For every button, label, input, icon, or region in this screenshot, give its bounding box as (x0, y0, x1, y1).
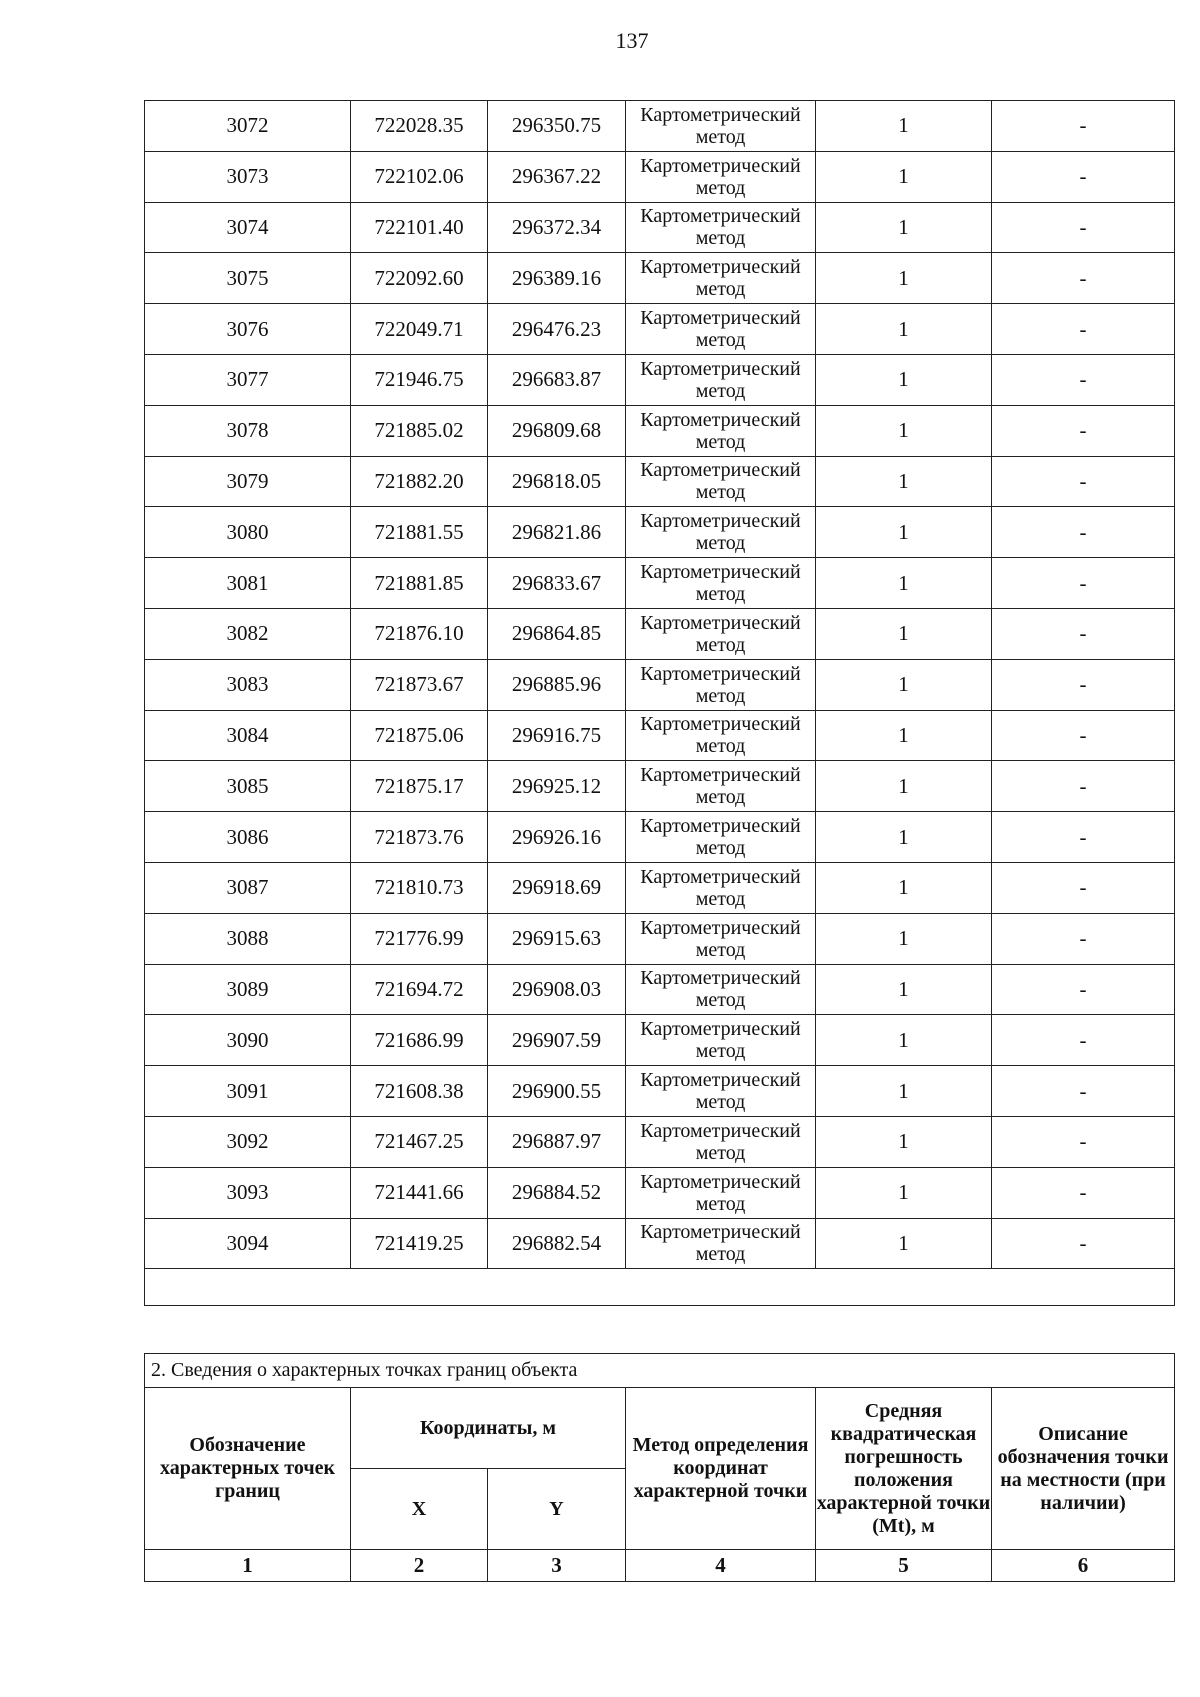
table-row (145, 558, 1175, 609)
y-coordinate-cell: 296389.16 (488, 253, 626, 304)
point-id-cell: 3076 (145, 304, 351, 355)
y-coordinate-cell: 296372.34 (488, 202, 626, 253)
error-cell: 1 (816, 101, 992, 152)
point-id-cell: 3077 (145, 354, 351, 405)
description-cell: - (992, 456, 1175, 507)
error-cell: 1 (816, 710, 992, 761)
x-coordinate-cell: 721608.38 (351, 1066, 488, 1117)
point-id-cell: 3080 (145, 507, 351, 558)
y-coordinate-cell: 296884.52 (488, 1167, 626, 1218)
description-cell: - (992, 405, 1175, 456)
column-number: 1 (145, 1550, 351, 1582)
method-cell: Картометрический метод (626, 812, 816, 863)
header-coordinates: Координаты, м (351, 1388, 626, 1469)
y-coordinate-cell: 296864.85 (488, 608, 626, 659)
method-cell: Картометрический метод (626, 1116, 816, 1167)
x-coordinate-cell: 721875.06 (351, 710, 488, 761)
table-row (145, 507, 1175, 558)
method-cell: Картометрический метод (626, 659, 816, 710)
method-cell: Картометрический метод (626, 1218, 816, 1269)
description-cell: - (992, 659, 1175, 710)
table-row (145, 1218, 1175, 1269)
section-2-title: 2. Сведения о характерных точках границ объекта (145, 1354, 1175, 1388)
description-cell: - (992, 202, 1175, 253)
description-cell: - (992, 558, 1175, 609)
point-id-cell: 3078 (145, 405, 351, 456)
error-cell: 1 (816, 964, 992, 1015)
point-id-cell: 3094 (145, 1218, 351, 1269)
description-cell: - (992, 608, 1175, 659)
error-cell: 1 (816, 659, 992, 710)
column-number: 3 (488, 1550, 626, 1582)
column-number: 6 (992, 1550, 1175, 1582)
error-cell: 1 (816, 1218, 992, 1269)
y-coordinate-cell: 296925.12 (488, 761, 626, 812)
method-cell: Картометрический метод (626, 405, 816, 456)
method-cell: Картометрический метод (626, 608, 816, 659)
description-cell: - (992, 1066, 1175, 1117)
point-id-cell: 3072 (145, 101, 351, 152)
table-row (145, 1167, 1175, 1218)
error-cell: 1 (816, 253, 992, 304)
y-coordinate-cell: 296350.75 (488, 101, 626, 152)
y-coordinate-cell: 296367.22 (488, 151, 626, 202)
empty-cell (145, 1269, 1175, 1306)
table-row (145, 354, 1175, 405)
error-cell: 1 (816, 405, 992, 456)
point-id-cell: 3082 (145, 608, 351, 659)
table-row (145, 101, 1175, 152)
point-id-cell: 3081 (145, 558, 351, 609)
error-cell: 1 (816, 558, 992, 609)
error-cell: 1 (816, 1167, 992, 1218)
table-row (145, 202, 1175, 253)
table-row (145, 456, 1175, 507)
x-coordinate-cell: 721876.10 (351, 608, 488, 659)
point-id-cell: 3075 (145, 253, 351, 304)
table-row (145, 761, 1175, 812)
x-coordinate-cell: 722092.60 (351, 253, 488, 304)
y-coordinate-cell: 296833.67 (488, 558, 626, 609)
column-number: 2 (351, 1550, 488, 1582)
x-coordinate-cell: 721882.20 (351, 456, 488, 507)
error-cell: 1 (816, 1015, 992, 1066)
method-cell: Картометрический метод (626, 862, 816, 913)
method-cell: Картометрический метод (626, 456, 816, 507)
point-id-cell: 3088 (145, 913, 351, 964)
table-row (145, 812, 1175, 863)
method-cell: Картометрический метод (626, 253, 816, 304)
y-coordinate-cell: 296821.86 (488, 507, 626, 558)
method-cell: Картометрический метод (626, 761, 816, 812)
table-row (145, 710, 1175, 761)
table-row (145, 405, 1175, 456)
error-cell: 1 (816, 862, 992, 913)
method-cell: Картометрический метод (626, 354, 816, 405)
y-coordinate-cell: 296885.96 (488, 659, 626, 710)
y-coordinate-cell: 296887.97 (488, 1116, 626, 1167)
x-coordinate-cell: 722101.40 (351, 202, 488, 253)
y-coordinate-cell: 296683.87 (488, 354, 626, 405)
section-2-table (144, 1353, 1175, 1582)
description-cell: - (992, 151, 1175, 202)
error-cell: 1 (816, 608, 992, 659)
description-cell: - (992, 812, 1175, 863)
description-cell: - (992, 710, 1175, 761)
description-cell: - (992, 761, 1175, 812)
method-cell: Картометрический метод (626, 1066, 816, 1117)
point-id-cell: 3087 (145, 862, 351, 913)
method-cell: Картометрический метод (626, 964, 816, 1015)
point-id-cell: 3091 (145, 1066, 351, 1117)
error-cell: 1 (816, 304, 992, 355)
coordinates-table-body (145, 101, 1175, 1306)
header-error: Средняя квадратическая погрешность положения характерной точки (Mt), м (816, 1388, 992, 1550)
method-cell: Картометрический метод (626, 558, 816, 609)
y-coordinate-cell: 296916.75 (488, 710, 626, 761)
point-id-cell: 3073 (145, 151, 351, 202)
table-row (145, 659, 1175, 710)
x-coordinate-cell: 721885.02 (351, 405, 488, 456)
error-cell: 1 (816, 151, 992, 202)
x-coordinate-cell: 721694.72 (351, 964, 488, 1015)
header-x: X (351, 1469, 488, 1550)
header-point-designation: Обозначение характерных точек границ (145, 1388, 351, 1550)
point-id-cell: 3092 (145, 1116, 351, 1167)
description-cell: - (992, 101, 1175, 152)
point-id-cell: 3079 (145, 456, 351, 507)
table-row (145, 608, 1175, 659)
description-cell: - (992, 1116, 1175, 1167)
description-cell: - (992, 1218, 1175, 1269)
method-cell: Картометрический метод (626, 151, 816, 202)
table-row (145, 304, 1175, 355)
y-coordinate-cell: 296918.69 (488, 862, 626, 913)
method-cell: Картометрический метод (626, 1015, 816, 1066)
point-id-cell: 3090 (145, 1015, 351, 1066)
y-coordinate-cell: 296900.55 (488, 1066, 626, 1117)
error-cell: 1 (816, 202, 992, 253)
x-coordinate-cell: 722049.71 (351, 304, 488, 355)
y-coordinate-cell: 296926.16 (488, 812, 626, 863)
x-coordinate-cell: 721881.85 (351, 558, 488, 609)
description-cell: - (992, 507, 1175, 558)
point-id-cell: 3086 (145, 812, 351, 863)
method-cell: Картометрический метод (626, 101, 816, 152)
description-cell: - (992, 1015, 1175, 1066)
y-coordinate-cell: 296907.59 (488, 1015, 626, 1066)
table-row (145, 151, 1175, 202)
x-coordinate-cell: 721875.17 (351, 761, 488, 812)
description-cell: - (992, 862, 1175, 913)
error-cell: 1 (816, 1116, 992, 1167)
x-coordinate-cell: 721810.73 (351, 862, 488, 913)
error-cell: 1 (816, 456, 992, 507)
description-cell: - (992, 253, 1175, 304)
error-cell: 1 (816, 913, 992, 964)
x-coordinate-cell: 721881.55 (351, 507, 488, 558)
point-id-cell: 3074 (145, 202, 351, 253)
method-cell: Картометрический метод (626, 1167, 816, 1218)
y-coordinate-cell: 296915.63 (488, 913, 626, 964)
method-cell: Картометрический метод (626, 507, 816, 558)
column-number: 4 (626, 1550, 816, 1582)
error-cell: 1 (816, 761, 992, 812)
error-cell: 1 (816, 812, 992, 863)
x-coordinate-cell: 721946.75 (351, 354, 488, 405)
error-cell: 1 (816, 354, 992, 405)
description-cell: - (992, 964, 1175, 1015)
x-coordinate-cell: 722102.06 (351, 151, 488, 202)
table-row (145, 913, 1175, 964)
x-coordinate-cell: 721686.99 (351, 1015, 488, 1066)
description-cell: - (992, 913, 1175, 964)
table-row (145, 1066, 1175, 1117)
table-row (145, 253, 1175, 304)
point-id-cell: 3084 (145, 710, 351, 761)
x-coordinate-cell: 721873.67 (351, 659, 488, 710)
header-method: Метод определения координат характерной точки (626, 1388, 816, 1550)
column-numbers-row (145, 1550, 1175, 1582)
method-cell: Картометрический метод (626, 202, 816, 253)
error-cell: 1 (816, 1066, 992, 1117)
empty-row (145, 1269, 1175, 1306)
error-cell: 1 (816, 507, 992, 558)
header-y: Y (488, 1469, 626, 1550)
point-id-cell: 3093 (145, 1167, 351, 1218)
table-row (145, 1015, 1175, 1066)
y-coordinate-cell: 296882.54 (488, 1218, 626, 1269)
y-coordinate-cell: 296809.68 (488, 405, 626, 456)
method-cell: Картометрический метод (626, 304, 816, 355)
y-coordinate-cell: 296476.23 (488, 304, 626, 355)
x-coordinate-cell: 721419.25 (351, 1218, 488, 1269)
description-cell: - (992, 304, 1175, 355)
description-cell: - (992, 1167, 1175, 1218)
y-coordinate-cell: 296818.05 (488, 456, 626, 507)
method-cell: Картометрический метод (626, 710, 816, 761)
x-coordinate-cell: 721467.25 (351, 1116, 488, 1167)
table-row (145, 1116, 1175, 1167)
x-coordinate-cell: 722028.35 (351, 101, 488, 152)
point-id-cell: 3083 (145, 659, 351, 710)
point-id-cell: 3085 (145, 761, 351, 812)
description-cell: - (992, 354, 1175, 405)
table-row (145, 862, 1175, 913)
header-description: Описание обозначения точки на местности (при наличии) (992, 1388, 1175, 1550)
method-cell: Картометрический метод (626, 913, 816, 964)
y-coordinate-cell: 296908.03 (488, 964, 626, 1015)
point-id-cell: 3089 (145, 964, 351, 1015)
x-coordinate-cell: 721441.66 (351, 1167, 488, 1218)
column-number: 5 (816, 1550, 992, 1582)
coordinates-table (144, 100, 1175, 1306)
page-number: 137 (615, 28, 649, 53)
x-coordinate-cell: 721873.76 (351, 812, 488, 863)
x-coordinate-cell: 721776.99 (351, 913, 488, 964)
table-row (145, 964, 1175, 1015)
